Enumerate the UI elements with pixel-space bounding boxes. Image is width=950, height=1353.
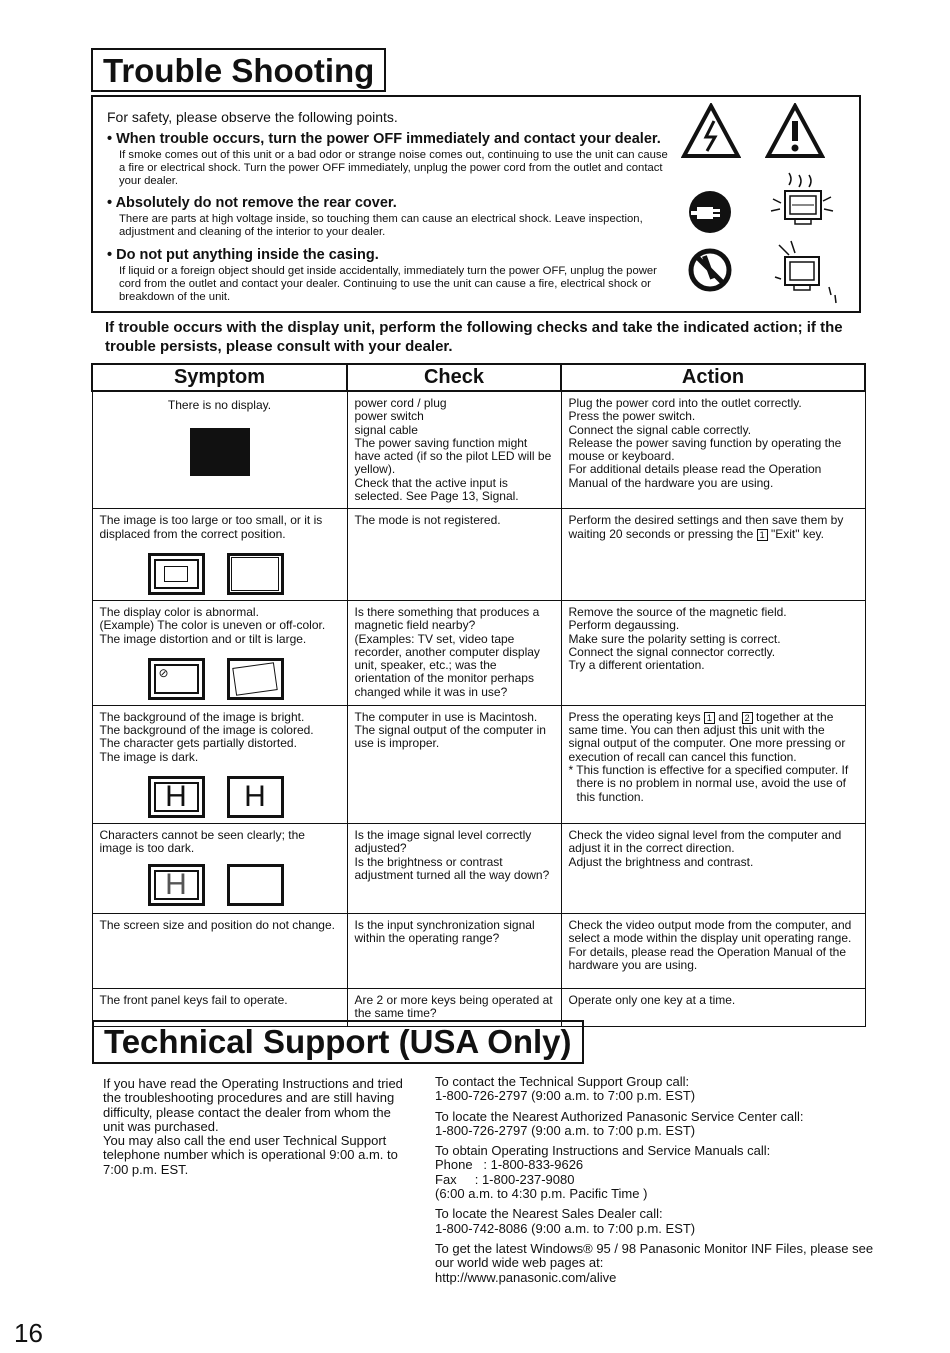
technical-support-contacts bbox=[435, 1075, 875, 1291]
symptom-cell: The screen size and position do not change. bbox=[92, 914, 347, 989]
table-row bbox=[92, 705, 865, 823]
safety-point-heading: • Absolutely do not remove the rear cover. bbox=[107, 195, 397, 211]
symptom-text: The image is too large or too small, or it is displaced from the correct position. bbox=[99, 513, 323, 541]
safety-point bbox=[107, 195, 677, 239]
small-image-monitor-figure bbox=[148, 553, 205, 595]
column-header-symptom: Symptom bbox=[92, 364, 347, 391]
safety-point bbox=[107, 247, 677, 304]
action-cell: Remove the source of the magnetic field. Perform degaussing. Make sure the polarity setting is correct. Connect the signal connector correctly. Try a different orientation. bbox=[561, 600, 865, 705]
blank-screen-figure bbox=[190, 428, 250, 476]
contact-block: To locate the Nearest Authorized Panasonic Service Center call: 1-800-726-2797 (9:00 a.m. to 7:00 p.m. EST) bbox=[435, 1108, 804, 1138]
symptom-cell bbox=[92, 600, 347, 705]
key-1-icon: 1 bbox=[757, 529, 768, 541]
unplug-icon bbox=[687, 189, 733, 235]
normal-h-monitor-figure: H bbox=[227, 776, 284, 818]
column-header-action: Action bbox=[561, 364, 865, 391]
check-cell: The mode is not registered. bbox=[347, 509, 561, 601]
contact-block: To get the latest Windows® 95 / 98 Panasonic Monitor INF Files, please see our world wide web pages at: http://www.panasonic.com/alive bbox=[435, 1240, 874, 1285]
check-cell: Are 2 or more keys being operated at the same time? bbox=[347, 989, 561, 1027]
table-row bbox=[92, 391, 865, 509]
dim-h-monitor-figure: H bbox=[148, 864, 205, 906]
symptom-cell bbox=[92, 824, 347, 914]
high-voltage-warning-icon bbox=[681, 103, 741, 159]
table-row bbox=[92, 914, 865, 989]
smoking-monitor-icon bbox=[765, 169, 843, 239]
action-note: * This function is effective for a specified computer. If there is no problem in normal use, avoid the use of this function. bbox=[568, 763, 849, 804]
check-cell: Is the input synchronization signal within the operating range? bbox=[347, 914, 561, 989]
monitor-figures bbox=[148, 776, 340, 818]
exclamation-warning-icon bbox=[765, 103, 825, 159]
check-cell: Is the image signal level correctly adjusted? Is the brightness or contrast adjustment turned all the way down? bbox=[347, 824, 561, 914]
symptom-text: The background of the image is bright. The background of the image is colored. The character gets partially distorted. The image is dark. bbox=[99, 709, 314, 764]
table-row bbox=[92, 509, 865, 601]
prohibited-icon bbox=[687, 247, 733, 293]
safety-intro: For safety, please observe the following points. bbox=[107, 109, 398, 125]
symptom-cell bbox=[92, 705, 347, 823]
symptom-cell bbox=[92, 391, 347, 509]
troubleshooting-table bbox=[91, 363, 866, 1027]
action-cell: Check the video output mode from the computer, and select a mode within the display unit operating range. For details, please read the Operation Manual of the hardware you are using. bbox=[561, 914, 865, 989]
table-row bbox=[92, 824, 865, 914]
contact-block: To contact the Technical Support Group call: 1-800-726-2797 (9:00 a.m. to 7:00 p.m. EST) bbox=[435, 1074, 696, 1104]
safety-point bbox=[107, 131, 677, 188]
safety-point-body: If smoke comes out of this unit or a bad odor or strange noise comes out, continuing to use the unit can cause a fire or electrical shock. Turn the power OFF immediately, unplug the power cord from the outlet and contact your dealer. bbox=[119, 149, 668, 187]
trouble-instructions: If trouble occurs with the display unit, perform the following checks and take the indicated action; if the trouble persists, please consult with your dealer. bbox=[105, 319, 843, 355]
table-row bbox=[92, 600, 865, 705]
action-cell: Check the video signal level from the computer and adjust it in the correct direction. Adjust the brightness and contrast. bbox=[561, 824, 865, 914]
large-image-monitor-figure bbox=[227, 553, 284, 595]
symptom-cell: The front panel keys fail to operate. bbox=[92, 989, 347, 1027]
action-cell: Operate only one key at a time. bbox=[561, 989, 865, 1027]
action-cell: Press the operating keys 1 and 2 together at the same time. You can then adjust this unit with the signal output of the computer. One more pressing or execution of recall can cancel this function. * This function is effective for a specified computer. If there is no problem in normal use, avoid the use of this function. bbox=[561, 705, 865, 823]
tilted-image-monitor-figure bbox=[227, 658, 284, 700]
monitor-figures bbox=[148, 658, 340, 700]
uneven-color-monitor-figure: ⊘ bbox=[148, 658, 205, 700]
key-2-icon: 2 bbox=[742, 712, 753, 724]
monitor-figures bbox=[148, 864, 340, 906]
symptom-text: There is no display. bbox=[167, 398, 272, 412]
action-cell: Plug the power cord into the outlet correctly. Press the power switch. Connect the signal cable correctly. Release the power saving function by operating the mouse or keyboard. For additional details please read the Operation Manual of the hardware you are using. bbox=[561, 391, 865, 509]
safety-box bbox=[91, 95, 861, 313]
technical-support-intro: If you have read the Operating Instructions and tried the troubleshooting procedures and are still having difficulty, please contact the dealer from whom the unit was purchased. You may also call the end user Technical Support telephone number which is operational 9:00 a.m. to 7:00 p.m. EST. bbox=[103, 1076, 403, 1177]
safety-point-heading: • When trouble occurs, turn the power OFF immediately and contact your dealer. bbox=[107, 131, 661, 147]
dark-monitor-figure bbox=[227, 864, 284, 906]
distorted-h-monitor-figure: H bbox=[148, 776, 205, 818]
monitor-figures bbox=[148, 553, 340, 595]
column-header-check: Check bbox=[347, 364, 561, 391]
action-cell: Perform the desired settings and then save them by waiting 20 seconds or pressing the 1 "Exit" key. bbox=[561, 509, 865, 601]
safety-point-body: If liquid or a foreign object should get inside accidentally, immediately turn the power OFF, unplug the power cord from the outlet and contact your dealer. Continuing to use the unit can cause a fire, electrical shock or breakdown of the unit. bbox=[119, 265, 657, 303]
symptom-cell bbox=[92, 509, 347, 601]
check-cell: The computer in use is Macintosh. The signal output of the computer in use is improper. bbox=[347, 705, 561, 823]
technical-support-title: Technical Support (USA Only) bbox=[92, 1020, 584, 1064]
safety-point-body: There are parts at high voltage inside, so touching them can cause an electrical shock. Leave inspection, adjustment and cleaning of the interior to your dealer. bbox=[119, 213, 643, 238]
page-number: 16 bbox=[14, 1318, 43, 1348]
contact-block: To obtain Operating Instructions and Service Manuals call: Phone : 1-800-833-9626 Fax : 1-800-237-9080 (6:00 a.m. to 4:30 p.m. Pacific Time ) bbox=[435, 1143, 771, 1202]
liquid-in-monitor-icon bbox=[765, 237, 845, 311]
safety-point-heading: • Do not put anything inside the casing. bbox=[107, 247, 379, 263]
symptom-text: The display color is abnormal. (Example) The color is uneven or off-color. The image distortion and or tilt is large. bbox=[99, 604, 326, 646]
contact-block: To locate the Nearest Sales Dealer call: 1-800-742-8086 (9:00 a.m. to 7:00 p.m. EST) bbox=[435, 1206, 696, 1236]
check-cell: Is there something that produces a magnetic field nearby? (Examples: TV set, video tape recorder, another computer display unit, speaker, etc.; was the orientation of the monitor perhaps changed while it was in use? bbox=[347, 600, 561, 705]
check-cell: power cord / plug power switch signal cable The power saving function might have acted (if so the pilot LED will be yellow). Check that the active input is selected. See Page 13, Signal. bbox=[347, 391, 561, 509]
symptom-text: Characters cannot be seen clearly; the image is too dark. bbox=[99, 828, 305, 856]
key-1-icon: 1 bbox=[704, 712, 715, 724]
page-title: Trouble Shooting bbox=[91, 48, 386, 92]
